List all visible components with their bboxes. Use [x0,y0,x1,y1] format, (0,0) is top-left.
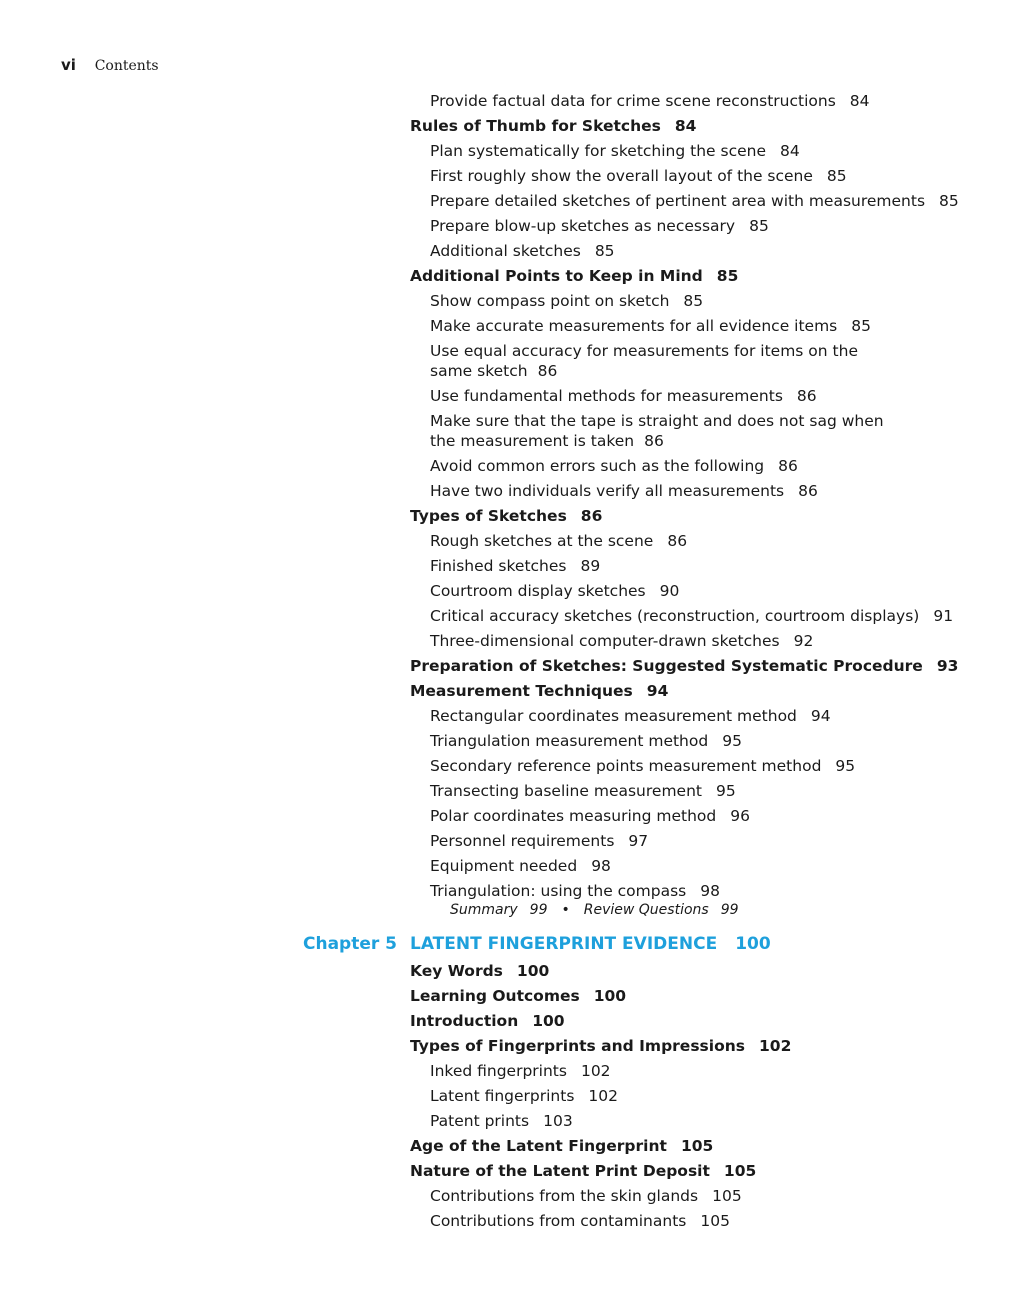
toc-entry: Contributions from the skin glands 105 [430,1187,742,1205]
toc-entry: Contributions from contaminants 105 [430,1212,730,1230]
toc-entry: Courtroom display sketches 90 [430,582,680,600]
toc-entry: Latent fingerprints 102 [430,1087,618,1105]
toc-entry: Use equal accuracy for measurements for items on the same sketch 86 [430,342,858,380]
page-header [61,56,159,74]
toc-section: Nature of the Latent Print Deposit 105 [410,1162,757,1180]
toc-entry: Make sure that the tape is straight and does not sag when the measurement is taken 86 [430,412,884,450]
toc-section: Age of the Latent Fingerprint 105 [410,1137,714,1155]
toc-entry: Three-dimensional computer-drawn sketches 92 [430,632,814,650]
toc-entry: Triangulation: using the compass 98 [430,882,720,900]
toc-entry: Provide factual data for crime scene reconstructions 84 [430,92,870,110]
review-questions-label: Review Questions [583,902,709,918]
toc-entry: Rough sketches at the scene 86 [430,532,688,550]
toc-entry: Prepare blow-up sketches as necessary 85 [430,217,769,235]
page-number: vi [61,56,76,74]
toc-section: Preparation of Sketches: Suggested Systematic Procedure 93 [410,657,959,675]
toc-entry: Prepare detailed sketches of pertinent area with measurements 85 [430,192,959,210]
toc-entry: Polar coordinates measuring method 96 [430,807,750,825]
toc-section: Types of Fingerprints and Impressions 102 [410,1037,792,1055]
toc-section: Types of Sketches 86 [410,507,603,525]
toc-section: Additional Points to Keep in Mind 85 [410,267,739,285]
toc-entry: First roughly show the overall layout of the scene 85 [430,167,847,185]
bullet-separator: • [561,902,570,918]
toc-entry: Show compass point on sketch 85 [430,292,704,310]
toc-entry: Use fundamental methods for measurements 86 [430,387,817,405]
toc-entry: Transecting baseline measurement 95 [430,782,736,800]
toc-entry: Finished sketches 89 [430,557,601,575]
toc-entry: Rectangular coordinates measurement method 94 [430,707,831,725]
toc-entry: Patent prints 103 [430,1112,573,1130]
review-questions-page: 99 [720,902,739,918]
toc-entry: Additional sketches 85 [430,242,615,260]
toc-entry: Secondary reference points measurement method 95 [430,757,856,775]
toc-entry: Avoid common errors such as the following 86 [430,457,798,475]
summary-page: 99 [529,902,548,918]
toc-entry: Inked fingerprints 102 [430,1062,611,1080]
toc-entry: Critical accuracy sketches (reconstruction, courtroom displays) 91 [430,607,954,625]
summary-label: Summary [450,902,518,918]
toc-section: Key Words 100 [410,962,550,980]
toc-entry: Triangulation measurement method 95 [430,732,742,750]
toc-section: Introduction 100 [410,1012,565,1030]
chapter-page: 100 [735,934,771,954]
toc-entry: Make accurate measurements for all evidence items 85 [430,317,871,335]
toc-section: Learning Outcomes 100 [410,987,627,1005]
running-title: Contents [94,58,159,74]
chapter-label: Chapter 5 [303,934,398,954]
toc-entry: Have two individuals verify all measurements 86 [430,482,818,500]
summary-line [450,902,753,918]
toc-section: Rules of Thumb for Sketches 84 [410,117,697,135]
toc-entry: Personnel requirements 97 [430,832,649,850]
toc-section: Measurement Techniques 94 [410,682,669,700]
chapter-title: LATENT FINGERPRINT EVIDENCE 100 [410,934,771,954]
toc-entry: Equipment needed 98 [430,857,611,875]
toc-entry: Plan systematically for sketching the scene 84 [430,142,800,160]
